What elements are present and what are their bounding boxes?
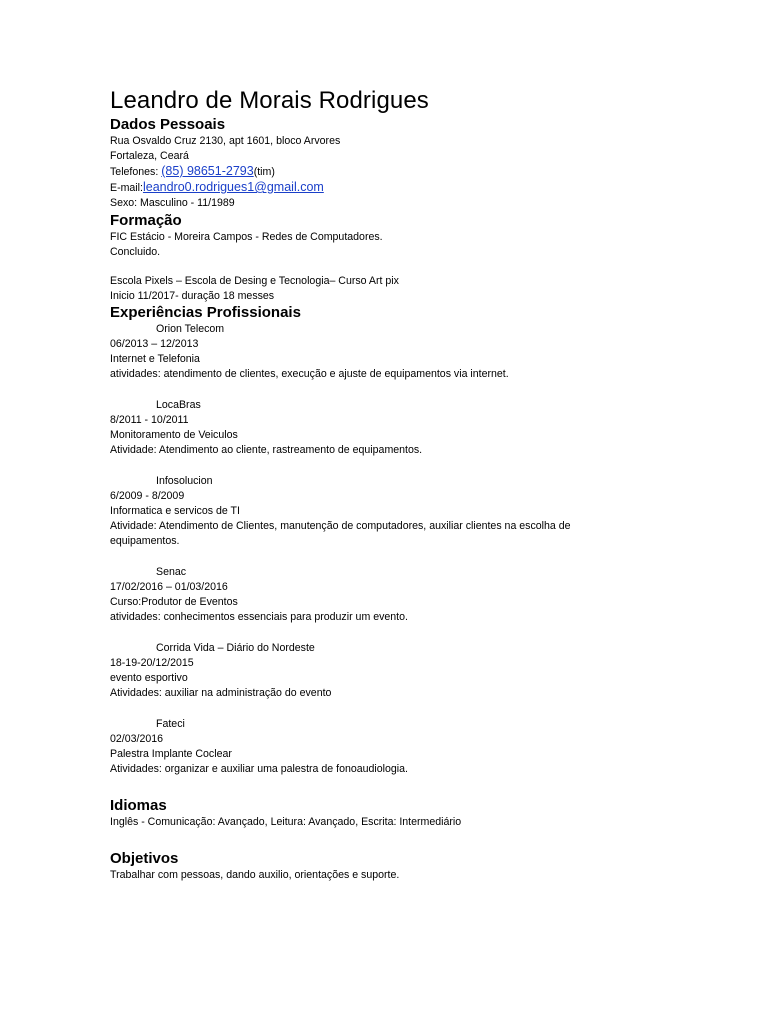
section-heading-objetivos: Objetivos bbox=[110, 850, 179, 867]
experience-company: Fateci bbox=[156, 718, 185, 730]
formacao-status: Inicio 11/2017- duração 18 messes bbox=[110, 290, 275, 302]
city-line: Fortaleza, Ceará bbox=[110, 150, 189, 162]
experience-description: Atividades: organizar e auxiliar uma palestra de fonoaudiologia. bbox=[110, 763, 408, 775]
experience-item bbox=[110, 565, 730, 625]
email-link[interactable]: leandro0.rodrigues1@gmail.com bbox=[142, 180, 324, 194]
section-heading-dados-pessoais: Dados Pessoais bbox=[110, 116, 226, 133]
phone-suffix: (tim) bbox=[253, 166, 275, 178]
experience-description: Atividade: Atendimento ao cliente, rastreamento de equipamentos. bbox=[110, 444, 423, 456]
section-heading-experiencias: Experiências Profissionais bbox=[110, 304, 301, 321]
experience-company: Orion Telecom bbox=[156, 323, 225, 335]
idiomas-text: Inglês - Comunicação: Avançado, Leitura: Avançado, Escrita: Intermediário bbox=[110, 816, 462, 828]
address-line: Rua Osvaldo Cruz 2130, apt 1601, bloco Arvores bbox=[110, 135, 341, 147]
experience-period: 17/02/2016 – 01/03/2016 bbox=[110, 581, 228, 593]
resume-page bbox=[110, 86, 730, 883]
experience-description: atividades: atendimento de clientes, execução e ajuste de equipamentos via internet. bbox=[110, 368, 509, 380]
email-label: E-mail: bbox=[110, 182, 143, 194]
experience-area: Informatica e servicos de TI bbox=[110, 505, 240, 517]
experience-description: Atividades: auxiliar na administração do evento bbox=[110, 687, 332, 699]
section-heading-formacao: Formação bbox=[110, 212, 182, 229]
experience-description: Atividade: Atendimento de Clientes, manutenção de computadores, auxiliar clientes na escolha de equipamentos. bbox=[110, 520, 571, 547]
formacao-item bbox=[110, 274, 730, 304]
experience-company: Infosolucion bbox=[156, 475, 213, 487]
experience-company: LocaBras bbox=[156, 399, 201, 411]
experience-company: Corrida Vida – Diário do Nordeste bbox=[156, 642, 315, 654]
experience-company: Senac bbox=[156, 566, 187, 578]
experiencias-section bbox=[110, 304, 730, 777]
dados-pessoais-section bbox=[110, 116, 730, 211]
experience-area: Curso:Produtor de Eventos bbox=[110, 596, 238, 608]
experience-area: Monitoramento de Veiculos bbox=[110, 429, 238, 441]
formacao-status: Concluido. bbox=[110, 246, 161, 258]
formacao-course: FIC Estácio - Moreira Campos - Redes de Computadores. bbox=[110, 231, 383, 243]
formacao-course: Escola Pixels – Escola de Desing e Tecnologia– Curso Art pix bbox=[110, 275, 399, 287]
experience-area: Internet e Telefonia bbox=[110, 353, 200, 365]
experience-period: 18-19-20/12/2015 bbox=[110, 657, 194, 669]
candidate-name: Leandro de Morais Rodrigues bbox=[110, 87, 429, 114]
phone-line bbox=[110, 164, 730, 180]
phone-label: Telefones: bbox=[110, 166, 162, 178]
phone-link[interactable]: (85) 98651-2793 bbox=[161, 164, 254, 178]
experience-item bbox=[110, 641, 730, 701]
objetivos-section bbox=[110, 850, 730, 883]
experience-period: 6/2009 - 8/2009 bbox=[110, 490, 185, 502]
experience-area: evento esportivo bbox=[110, 672, 188, 684]
experience-period: 02/03/2016 bbox=[110, 733, 164, 745]
objetivos-text: Trabalhar com pessoas, dando auxilio, orientações e suporte. bbox=[110, 869, 400, 881]
experience-item bbox=[110, 322, 730, 382]
section-heading-idiomas: Idiomas bbox=[110, 797, 167, 814]
formacao-item bbox=[110, 230, 730, 260]
experience-item bbox=[110, 717, 730, 777]
email-line bbox=[110, 180, 730, 196]
experience-description: atividades: conhecimentos essenciais para produzir um evento. bbox=[110, 611, 408, 623]
sexo-line: Sexo: Masculino - 11/1989 bbox=[110, 197, 235, 209]
idiomas-section bbox=[110, 797, 730, 830]
formacao-section bbox=[110, 212, 730, 304]
experience-item bbox=[110, 398, 730, 458]
experience-period: 8/2011 - 10/2011 bbox=[110, 414, 189, 426]
experience-area: Palestra Implante Coclear bbox=[110, 748, 232, 760]
experience-period: 06/2013 – 12/2013 bbox=[110, 338, 199, 350]
experience-item bbox=[110, 474, 730, 549]
